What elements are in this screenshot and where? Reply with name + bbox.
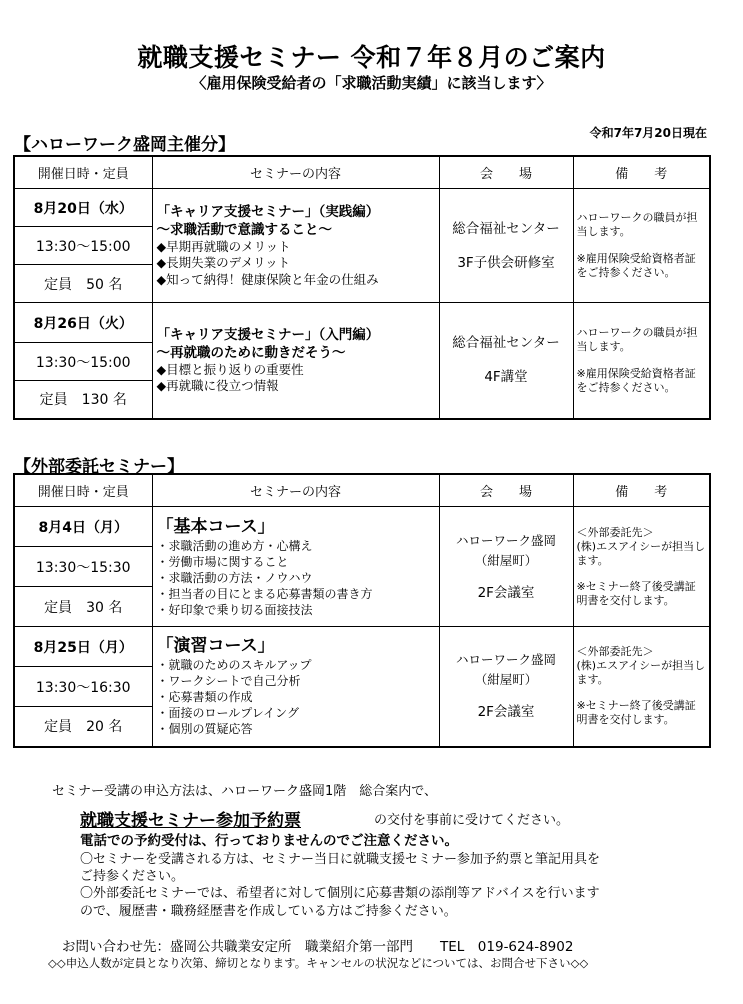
table-row xyxy=(14,303,710,343)
section-heading-external: 【外部委託セミナー】 xyxy=(14,457,184,477)
list-item: ◆知って納得！健康保険と年金の仕組み xyxy=(156,271,379,287)
venue-room: 2F会議室 xyxy=(477,704,535,721)
list-item: ◆早期再就職のメリット xyxy=(156,238,291,254)
list-item: ◆目標と振り返りの重要性 xyxy=(156,361,304,377)
seminar-date: 8月20日（水） xyxy=(14,189,152,227)
seminar-title: 「キャリア支援セミナー」（実践編） xyxy=(156,203,380,220)
seminar-subtitle: 〜求職活動で意識すること〜 xyxy=(156,221,332,238)
list-item: ・好印象で乗り切る面接技法 xyxy=(156,602,313,617)
col-header-date: 開催日時・定員 xyxy=(14,474,152,507)
seminar-time: 13:30〜15:30 xyxy=(14,547,152,587)
venue-area: （紺屋町） xyxy=(474,552,538,568)
list-item: ・求職活動の進め方・心構え xyxy=(156,538,313,553)
list-item: ・応募書類の作成 xyxy=(156,690,253,705)
seminar-content xyxy=(152,627,439,747)
venue-building: ハローワーク盛岡 xyxy=(455,532,556,548)
seminar-date: 8月4日（月） xyxy=(14,507,152,547)
seminar-capacity: 定員 130 名 xyxy=(14,381,152,419)
list-item: ・求職活動の方法・ノウハウ xyxy=(156,570,313,585)
seminar-capacity: 定員 30 名 xyxy=(14,587,152,627)
seminar-subtitle: 〜再就職のために動きだそう〜 xyxy=(156,344,346,361)
col-header-content: セミナーの内容 xyxy=(152,474,439,507)
col-header-content: セミナーの内容 xyxy=(152,156,439,189)
list-item: ・個別の質疑応答 xyxy=(156,722,253,737)
as-of-date: 令和7年7月20日現在 xyxy=(589,126,707,140)
venue-room: 3F子供会研修室 xyxy=(457,254,555,271)
bullet-text: ご持参ください。 xyxy=(80,869,185,884)
note-text: ハローワークの職員が担当します。 xyxy=(576,325,698,353)
seminar-content xyxy=(152,507,439,627)
seminar-time: 13:30〜15:00 xyxy=(14,343,152,381)
note-text: ※雇用保険受給資格者証をご持参ください。 xyxy=(576,252,696,279)
seminar-capacity: 定員 50 名 xyxy=(14,265,152,303)
seminar-venue xyxy=(439,627,573,747)
section-heading-hellowork: 【ハローワーク盛岡主催分】 xyxy=(14,135,235,155)
page-subtitle: 〈雇用保険受給者の「求職活動実績」に該当します〉 xyxy=(191,74,552,92)
seminar-venue xyxy=(439,303,573,419)
col-header-notes: 備 考 xyxy=(573,156,710,189)
list-item: ・就職のためのスキルアップ xyxy=(156,658,312,673)
venue-building: 総合福祉センター xyxy=(452,335,560,352)
seminar-notes xyxy=(573,303,710,419)
list-item: ・ワークシートで自己分析 xyxy=(156,674,301,689)
seminar-time: 13:30〜16:30 xyxy=(14,667,152,707)
list-item: ・担当者の目にとまる応募書類の書き方 xyxy=(156,586,373,601)
seminar-capacity: 定員 20 名 xyxy=(14,707,152,747)
closing-notice: ◇◇申込人数が定員となり次第、締切となります。キャンセルの状況などについては、お問合せ下さい◇◇ xyxy=(48,956,589,970)
venue-building: ハローワーク盛岡 xyxy=(455,652,556,668)
venue-room: 2F会議室 xyxy=(477,584,535,601)
col-header-date: 開催日時・定員 xyxy=(14,156,152,189)
page-title: 就職支援セミナー 令和７年８月のご案内 xyxy=(137,43,606,72)
note-text: ＜外部委託先＞ xyxy=(576,525,654,539)
note-text: ※セミナー終了後受講証明書を交付します。 xyxy=(576,579,696,607)
note-text: ※雇用保険受給資格者証をご持参ください。 xyxy=(576,366,696,394)
list-item: ◆長期失業のデメリット xyxy=(156,255,291,271)
table-row xyxy=(14,189,710,227)
col-header-venue: 会 場 xyxy=(439,156,573,189)
bullet-text: 〇外部委託セミナーでは、希望者に対して個別に応募書類の添削等アドバイスを行います xyxy=(80,886,600,901)
bullet-text: 〇セミナーを受講される方は、セミナー当日に就職支援セミナー参加予約票と筆記用具を xyxy=(80,852,601,867)
seminar-date: 8月26日（火） xyxy=(14,303,152,343)
col-header-venue: 会 場 xyxy=(439,474,573,507)
table-row xyxy=(14,627,710,667)
seminar-content xyxy=(152,189,439,303)
note-text: ※セミナー終了後受講証明書を交付します。 xyxy=(576,699,696,727)
reservation-ticket-name: 就職支援セミナー参加予約票 xyxy=(80,811,301,831)
external-schedule-table xyxy=(13,473,711,748)
note-text: (株)エスアイシーが担当します。 xyxy=(576,539,706,567)
seminar-venue xyxy=(439,507,573,627)
venue-room: 4F講堂 xyxy=(484,369,528,386)
note-text: ハローワークの職員が担当します。 xyxy=(576,211,698,238)
note-text: ＜外部委託先＞ xyxy=(576,645,654,659)
col-header-notes: 備 考 xyxy=(573,474,710,507)
seminar-content xyxy=(152,303,439,419)
seminar-title: 「キャリア支援セミナー」（入門編） xyxy=(156,326,380,343)
reservation-ticket-instruction: の交付を事前に受けてください。 xyxy=(374,813,570,828)
table-header-row xyxy=(14,156,710,189)
seminar-time: 13:30〜15:00 xyxy=(14,227,152,265)
seminar-notes xyxy=(573,189,710,303)
seminar-venue xyxy=(439,189,573,303)
list-item: ◆再就職に役立つ情報 xyxy=(156,378,279,394)
table-row xyxy=(14,507,710,547)
contact-info: お問い合わせ先：盛岡公共職業安定所 職業紹介第一部門 TEL 019-624-8902 xyxy=(62,939,574,955)
seminar-title: 「基本コース」 xyxy=(156,516,275,537)
seminar-notes xyxy=(573,507,710,627)
table-header-row xyxy=(14,474,710,507)
venue-area: （紺屋町） xyxy=(474,672,538,688)
bullet-text: ので、履歴書・職務経歴書を作成している方はご持参ください。 xyxy=(80,904,457,919)
note-text: (株)エスアイシーが担当します。 xyxy=(576,659,706,687)
venue-building: 総合福祉センター xyxy=(452,220,560,237)
seminar-notes xyxy=(573,627,710,747)
list-item: ・労働市場に関すること xyxy=(156,554,289,569)
hellowork-schedule-table xyxy=(13,155,711,420)
seminar-title: 「演習コース」 xyxy=(156,636,275,657)
phone-notice: 電話での予約受付は、行っておりませんのでご注意ください。 xyxy=(80,833,458,849)
list-item: ・面接のロールプレイング xyxy=(156,706,299,721)
seminar-date: 8月25日（月） xyxy=(14,627,152,667)
application-method-text: セミナー受講の申込方法は、ハローワーク盛岡1階 総合案内で、 xyxy=(52,784,438,799)
